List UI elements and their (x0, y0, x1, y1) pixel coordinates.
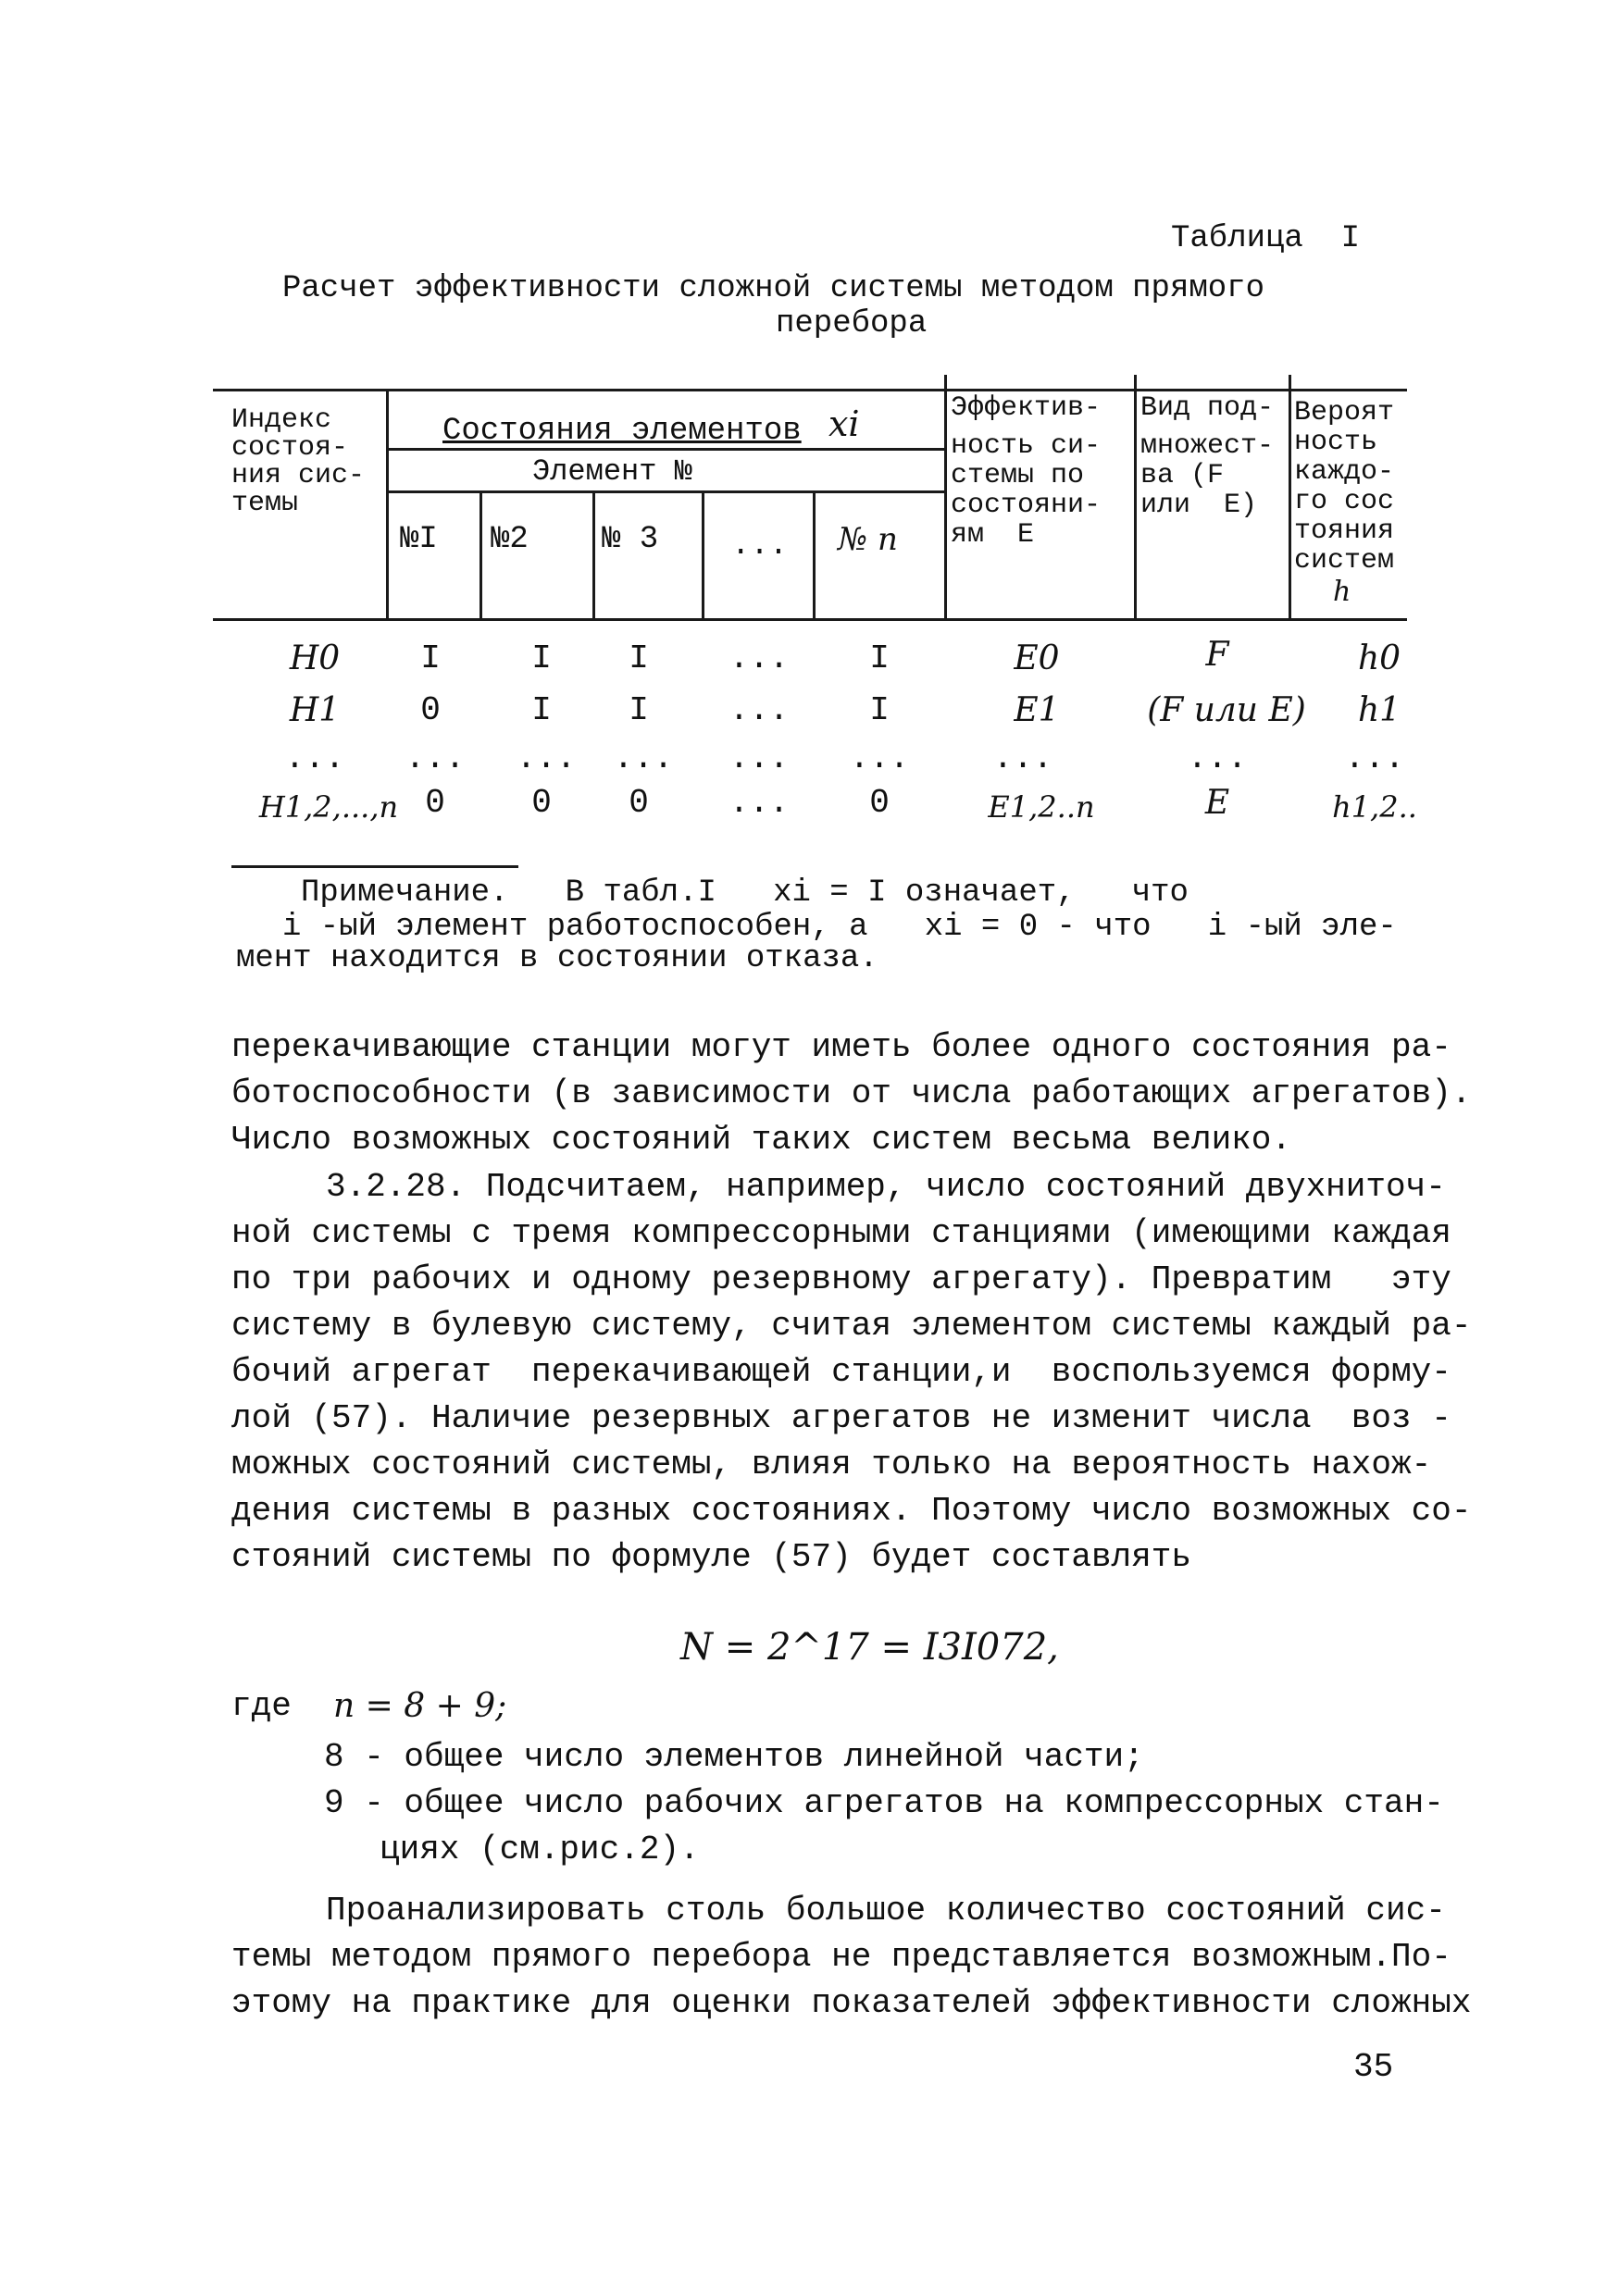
paragraph-line: лой (57). Наличие резервных агрегатов не изменит числа воз - (231, 1399, 1451, 1437)
table-title-line2: перебора (776, 306, 928, 341)
table-row-index: H0 (289, 639, 341, 677)
paragraph-line: ной системы с тремя компрессорными станциями (имеющими каждая (231, 1214, 1451, 1252)
paragraph-line: систему в булевую систему, считая элементом системы каждый ра- (231, 1307, 1472, 1345)
table-vline (386, 389, 389, 620)
table-row-element-1: I (420, 639, 441, 677)
header-index-1: Индекс (231, 404, 332, 436)
table-vline (702, 490, 704, 620)
table-vline (592, 490, 595, 620)
table-row-element-4: ... (729, 739, 790, 777)
table-row-probability: h1,2.. (1332, 789, 1417, 825)
paragraph-line: 3.2.28. Подсчитаем, например, число состояний двухниточ- (326, 1168, 1446, 1206)
table-row-element-5: ... (849, 739, 910, 777)
header-subset-2: множест- (1140, 430, 1275, 462)
table-row-element-5: I (869, 691, 890, 729)
header-efficiency-3: стемы по (951, 460, 1085, 491)
header-efficiency-5: ям E (951, 519, 1035, 551)
table-top-rule (213, 389, 1407, 391)
header-probability-5: тояния (1294, 515, 1395, 547)
paragraph-line: этому на практике для оценки показателей эффективности сложных (231, 1984, 1472, 2022)
header-probability-3: каждо- (1294, 456, 1395, 488)
table-row-subset: (F или E) (1147, 691, 1306, 729)
paragraph-line: дения системы в разных состояниях. Поэтому число возможных со- (231, 1492, 1472, 1530)
table-row-element-2: I (531, 639, 552, 677)
table-row-efficiency: E0 (1014, 639, 1060, 677)
table-row-index: ... (284, 739, 345, 777)
table-row-element-2: 0 (531, 784, 552, 822)
header-element-col-4: ... (731, 528, 789, 564)
header-probability-4: го сос (1294, 486, 1395, 517)
paragraph-line: можных состояний системы, влияя только на вероятность нахож- (231, 1446, 1432, 1483)
header-states-symbol: xi (828, 403, 860, 444)
table-row-subset: F (1205, 636, 1229, 674)
header-probability-2: ность (1294, 427, 1378, 458)
table-row-probability: h0 (1357, 639, 1401, 677)
note-line3: мент находится в состоянии отказа. (236, 941, 878, 976)
table-header-bottom-rule (213, 618, 1407, 621)
formula: N = 2^17 = I3I072, (680, 1626, 1059, 1669)
header-subset-1: Вид под- (1140, 392, 1275, 424)
page-number: 35 (1353, 2048, 1394, 2086)
table-row-element-5: I (869, 639, 890, 677)
header-element-col-5: № n (838, 521, 898, 558)
table-vline (944, 375, 947, 620)
table-label: Таблица I (1171, 221, 1361, 256)
table-row-probability: h1 (1357, 691, 1401, 729)
note-line2: i -ый элемент работоспособен, а xi = 0 - что i -ый эле- (282, 910, 1397, 945)
header-element-col-1: №I (400, 522, 438, 557)
where-item: 8 - общее число элементов линейной части; (324, 1738, 1144, 1776)
table-row-element-4: ... (729, 691, 790, 729)
table-row-index: H1,2,...,n (258, 789, 399, 825)
header-probability-symbol: h (1333, 576, 1351, 608)
table-row-efficiency: ... (992, 739, 1053, 777)
paragraph-line: перекачивающие станции могут иметь более одного состояния ра- (231, 1028, 1451, 1066)
header-index-2: состоя- (231, 432, 349, 464)
header-index-3: ния сис- (231, 460, 366, 491)
table-vline (813, 490, 816, 620)
table-title-line1: Расчет эффективности сложной системы методом прямого (282, 271, 1264, 306)
table-row-subset: E (1204, 784, 1230, 822)
paragraph-line: стояний системы по формуле (57) будет составлять (231, 1538, 1191, 1576)
table-row-element-2: ... (516, 739, 577, 777)
where-label: где (231, 1687, 292, 1725)
header-efficiency-1: Эффектив- (951, 392, 1102, 424)
table-row-element-1: 0 (420, 691, 441, 729)
table-row-probability: ... (1344, 739, 1405, 777)
header-probability-6: систем (1294, 545, 1395, 577)
table-row-element-1: 0 (425, 784, 445, 822)
table-row-element-3: 0 (629, 784, 649, 822)
table-row-efficiency: E1,2..n (988, 789, 1095, 825)
paragraph-line: Число возможных состояний таких систем весьма велико. (231, 1121, 1291, 1159)
header-element-no: Элемент № (532, 454, 692, 489)
table-row-subset: ... (1187, 739, 1248, 777)
note-rule (231, 865, 518, 868)
header-efficiency-4: состояни- (951, 490, 1102, 521)
where-expression: n = 8 + 9; (333, 1687, 507, 1725)
table-row-element-5: 0 (869, 784, 890, 822)
table-row-index: H1 (289, 691, 341, 729)
where-item: циях (см.рис.2). (380, 1831, 700, 1868)
paragraph-line: Проанализировать столь большое количество состояний сис- (326, 1892, 1446, 1930)
header-index-4: темы (231, 488, 299, 519)
header-efficiency-2: ность си- (951, 430, 1102, 462)
table-vline (479, 490, 482, 620)
paragraph-line: по три рабочих и одному резервному агрегату). Превратим эту (231, 1260, 1451, 1298)
table-row-element-1: ... (405, 739, 466, 777)
paragraph-line: бочий агрегат перекачивающей станции,и воспользуемся форму- (231, 1353, 1451, 1391)
where-item: 9 - общее число рабочих агрегатов на компрессорных стан- (324, 1784, 1444, 1822)
paragraph-line: темы методом прямого перебора не представляется возможным.По- (231, 1938, 1451, 1976)
table-row-efficiency: E1 (1014, 691, 1060, 729)
table-vline (1134, 375, 1137, 620)
table-row-element-3: I (629, 691, 649, 729)
table-vline (1289, 375, 1291, 620)
header-subset-3: ва (F (1140, 460, 1225, 491)
note-line1: Примечание. В табл.I xi = I означает, что (301, 875, 1189, 911)
table-row-element-2: I (531, 691, 552, 729)
table-row-element-3: I (629, 639, 649, 677)
header-probability-1: Вероят (1294, 397, 1395, 428)
table-row-element-3: ... (613, 739, 674, 777)
header-element-col-2: №2 (491, 522, 529, 557)
table-hline (386, 490, 946, 493)
header-element-col-3: № 3 (602, 522, 659, 557)
table-row-element-4: ... (729, 639, 790, 677)
header-subset-4: или E) (1140, 490, 1258, 521)
table-row-element-4: ... (729, 784, 790, 822)
header-states-group: Состояния элементов (442, 414, 802, 449)
paragraph-line: ботоспособности (в зависимости от числа работающих агрегатов). (231, 1074, 1472, 1112)
